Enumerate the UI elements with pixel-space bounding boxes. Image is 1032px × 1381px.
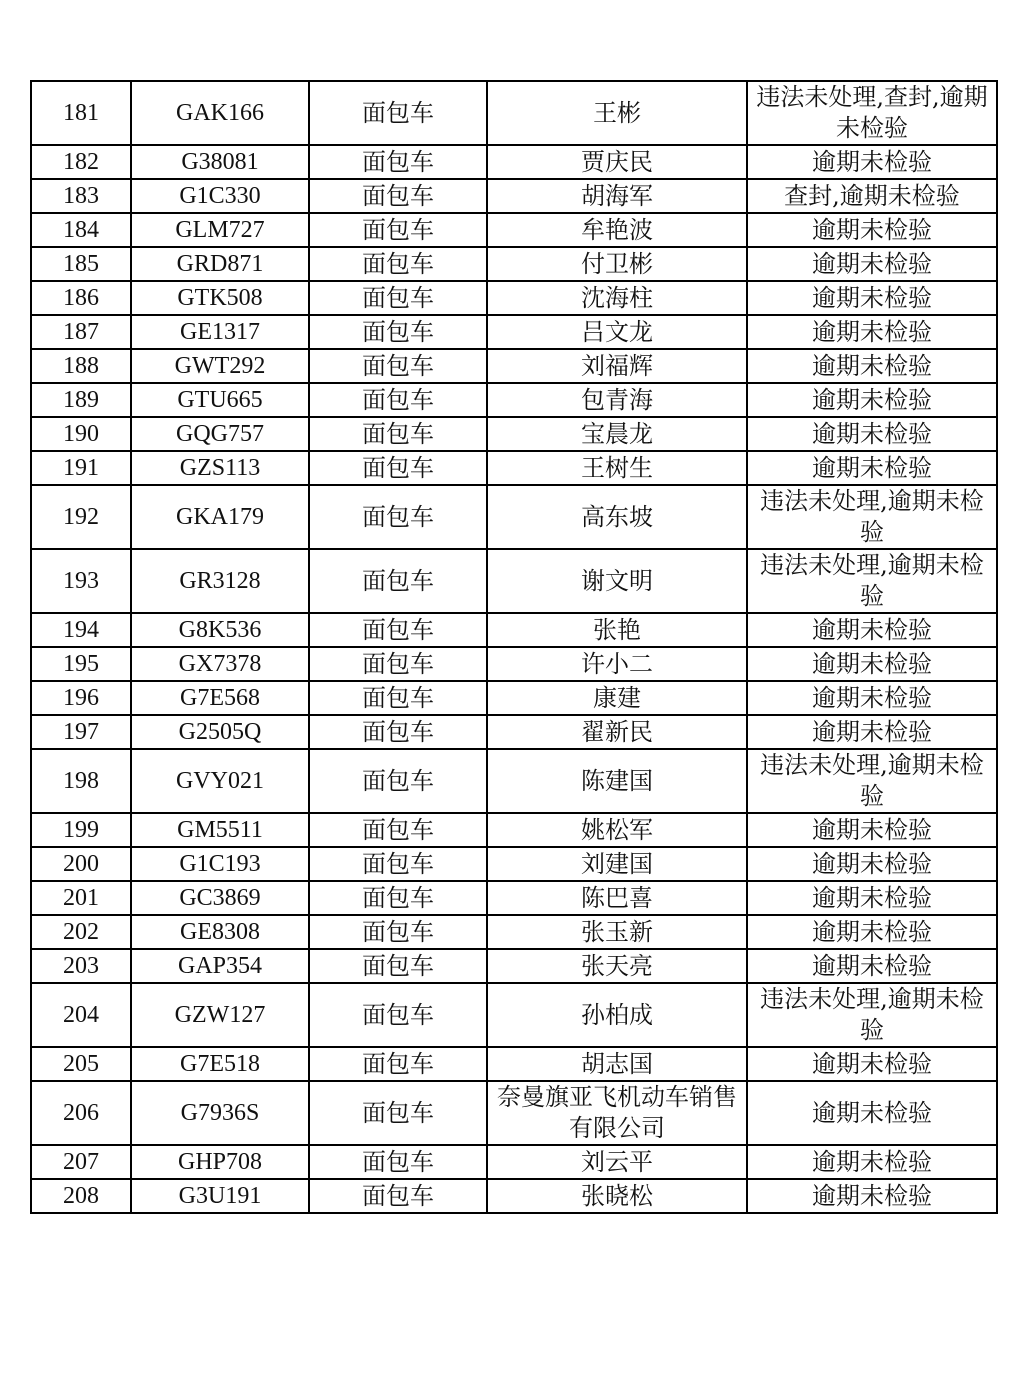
- owner-name: 翟新民: [487, 715, 747, 749]
- plate-number: GKA179: [131, 485, 309, 549]
- table-row: [31, 749, 997, 813]
- vehicle-status: 违法未处理,逾期未检验: [747, 983, 997, 1047]
- owner-name: 张晓松: [487, 1179, 747, 1213]
- plate-number: GE1317: [131, 315, 309, 349]
- row-number: 195: [31, 647, 131, 681]
- owner-name: 牟艳波: [487, 213, 747, 247]
- table-row: [31, 847, 997, 881]
- row-number: 191: [31, 451, 131, 485]
- row-number: 197: [31, 715, 131, 749]
- table-row: [31, 213, 997, 247]
- row-number: 206: [31, 1081, 131, 1145]
- plate-number: GX7378: [131, 647, 309, 681]
- row-number: 189: [31, 383, 131, 417]
- vehicle-type: 面包车: [309, 315, 487, 349]
- table-row: [31, 681, 997, 715]
- plate-number: GZW127: [131, 983, 309, 1047]
- vehicle-type: 面包车: [309, 813, 487, 847]
- vehicle-status: 逾期未检验: [747, 613, 997, 647]
- row-number: 190: [31, 417, 131, 451]
- vehicle-type: 面包车: [309, 81, 487, 145]
- vehicle-status: 逾期未检验: [747, 847, 997, 881]
- plate-number: GAP354: [131, 949, 309, 983]
- owner-name: 吕文龙: [487, 315, 747, 349]
- vehicle-status: 查封,逾期未检验: [747, 179, 997, 213]
- row-number: 207: [31, 1145, 131, 1179]
- row-number: 201: [31, 881, 131, 915]
- vehicle-status: 逾期未检验: [747, 417, 997, 451]
- vehicle-status: 违法未处理,逾期未检验: [747, 749, 997, 813]
- table-row: [31, 647, 997, 681]
- vehicle-status: 逾期未检验: [747, 949, 997, 983]
- owner-name: 谢文明: [487, 549, 747, 613]
- owner-name: 沈海柱: [487, 281, 747, 315]
- vehicle-type: 面包车: [309, 915, 487, 949]
- row-number: 193: [31, 549, 131, 613]
- owner-name: 张天亮: [487, 949, 747, 983]
- vehicle-status: 逾期未检验: [747, 1145, 997, 1179]
- plate-number: GC3869: [131, 881, 309, 915]
- vehicle-status: 逾期未检验: [747, 451, 997, 485]
- row-number: 194: [31, 613, 131, 647]
- vehicle-type: 面包车: [309, 1145, 487, 1179]
- owner-name: 刘建国: [487, 847, 747, 881]
- table-row: [31, 81, 997, 145]
- table-row: [31, 813, 997, 847]
- table-row: [31, 179, 997, 213]
- vehicle-status: 逾期未检验: [747, 1081, 997, 1145]
- vehicle-records-body: [31, 81, 997, 1213]
- plate-number: GQG757: [131, 417, 309, 451]
- vehicle-type: 面包车: [309, 949, 487, 983]
- vehicle-type: 面包车: [309, 383, 487, 417]
- table-row: [31, 383, 997, 417]
- row-number: 192: [31, 485, 131, 549]
- owner-name: 孙柏成: [487, 983, 747, 1047]
- table-row: [31, 349, 997, 383]
- row-number: 186: [31, 281, 131, 315]
- vehicle-status: 逾期未检验: [747, 1179, 997, 1213]
- plate-number: G38081: [131, 145, 309, 179]
- plate-number: GWT292: [131, 349, 309, 383]
- vehicle-type: 面包车: [309, 613, 487, 647]
- vehicle-status: 逾期未检验: [747, 715, 997, 749]
- table-row: [31, 1179, 997, 1213]
- vehicle-status: 逾期未检验: [747, 315, 997, 349]
- owner-name: 陈建国: [487, 749, 747, 813]
- vehicle-status: 逾期未检验: [747, 281, 997, 315]
- plate-number: GLM727: [131, 213, 309, 247]
- plate-number: GR3128: [131, 549, 309, 613]
- owner-name: 胡海军: [487, 179, 747, 213]
- plate-number: GVY021: [131, 749, 309, 813]
- vehicle-status: 逾期未检验: [747, 881, 997, 915]
- table-row: [31, 915, 997, 949]
- owner-name: 陈巴喜: [487, 881, 747, 915]
- vehicle-status: 逾期未检验: [747, 647, 997, 681]
- vehicle-type: 面包车: [309, 451, 487, 485]
- owner-name: 王彬: [487, 81, 747, 145]
- row-number: 184: [31, 213, 131, 247]
- plate-number: GHP708: [131, 1145, 309, 1179]
- vehicle-type: 面包车: [309, 749, 487, 813]
- plate-number: GE8308: [131, 915, 309, 949]
- owner-name: 宝晨龙: [487, 417, 747, 451]
- row-number: 200: [31, 847, 131, 881]
- vehicle-status: 逾期未检验: [747, 813, 997, 847]
- vehicle-status: 违法未处理,查封,逾期未检验: [747, 81, 997, 145]
- vehicle-records-sheet: [30, 80, 996, 1214]
- plate-number: GTU665: [131, 383, 309, 417]
- vehicle-type: 面包车: [309, 179, 487, 213]
- table-row: [31, 145, 997, 179]
- owner-name: 奈曼旗亚飞机动车销售有限公司: [487, 1081, 747, 1145]
- row-number: 202: [31, 915, 131, 949]
- vehicle-type: 面包车: [309, 715, 487, 749]
- vehicle-type: 面包车: [309, 281, 487, 315]
- vehicle-type: 面包车: [309, 549, 487, 613]
- vehicle-status: 逾期未检验: [747, 213, 997, 247]
- vehicle-status: 逾期未检验: [747, 145, 997, 179]
- owner-name: 高东坡: [487, 485, 747, 549]
- vehicle-status: 违法未处理,逾期未检验: [747, 549, 997, 613]
- vehicle-type: 面包车: [309, 681, 487, 715]
- table-row: [31, 281, 997, 315]
- table-row: [31, 549, 997, 613]
- vehicle-type: 面包车: [309, 983, 487, 1047]
- table-row: [31, 983, 997, 1047]
- row-number: 205: [31, 1047, 131, 1081]
- vehicle-type: 面包车: [309, 349, 487, 383]
- vehicle-status: 违法未处理,逾期未检验: [747, 485, 997, 549]
- owner-name: 康建: [487, 681, 747, 715]
- row-number: 196: [31, 681, 131, 715]
- plate-number: G7936S: [131, 1081, 309, 1145]
- vehicle-type: 面包车: [309, 213, 487, 247]
- owner-name: 姚松军: [487, 813, 747, 847]
- owner-name: 张玉新: [487, 915, 747, 949]
- vehicle-status: 逾期未检验: [747, 349, 997, 383]
- plate-number: G3U191: [131, 1179, 309, 1213]
- table-row: [31, 1047, 997, 1081]
- plate-number: G8K536: [131, 613, 309, 647]
- owner-name: 包青海: [487, 383, 747, 417]
- vehicle-status: 逾期未检验: [747, 915, 997, 949]
- vehicle-type: 面包车: [309, 1081, 487, 1145]
- vehicle-type: 面包车: [309, 145, 487, 179]
- row-number: 198: [31, 749, 131, 813]
- table-row: [31, 949, 997, 983]
- owner-name: 刘福辉: [487, 349, 747, 383]
- row-number: 204: [31, 983, 131, 1047]
- plate-number: GAK166: [131, 81, 309, 145]
- row-number: 199: [31, 813, 131, 847]
- row-number: 182: [31, 145, 131, 179]
- plate-number: G2505Q: [131, 715, 309, 749]
- vehicle-status: 逾期未检验: [747, 1047, 997, 1081]
- owner-name: 刘云平: [487, 1145, 747, 1179]
- plate-number: GTK508: [131, 281, 309, 315]
- table-row: [31, 881, 997, 915]
- plate-number: G7E568: [131, 681, 309, 715]
- vehicle-type: 面包车: [309, 847, 487, 881]
- plate-number: G7E518: [131, 1047, 309, 1081]
- table-row: [31, 715, 997, 749]
- plate-number: GM5511: [131, 813, 309, 847]
- row-number: 181: [31, 81, 131, 145]
- table-row: [31, 315, 997, 349]
- table-row: [31, 485, 997, 549]
- table-row: [31, 247, 997, 281]
- owner-name: 王树生: [487, 451, 747, 485]
- row-number: 203: [31, 949, 131, 983]
- table-row: [31, 1145, 997, 1179]
- table-row: [31, 1081, 997, 1145]
- vehicle-records-table: [30, 80, 998, 1214]
- plate-number: G1C330: [131, 179, 309, 213]
- owner-name: 张艳: [487, 613, 747, 647]
- owner-name: 许小二: [487, 647, 747, 681]
- plate-number: G1C193: [131, 847, 309, 881]
- vehicle-status: 逾期未检验: [747, 247, 997, 281]
- owner-name: 胡志国: [487, 1047, 747, 1081]
- row-number: 188: [31, 349, 131, 383]
- vehicle-type: 面包车: [309, 647, 487, 681]
- vehicle-status: 逾期未检验: [747, 681, 997, 715]
- table-row: [31, 451, 997, 485]
- table-row: [31, 613, 997, 647]
- owner-name: 贾庆民: [487, 145, 747, 179]
- vehicle-type: 面包车: [309, 247, 487, 281]
- table-row: [31, 417, 997, 451]
- vehicle-type: 面包车: [309, 1047, 487, 1081]
- vehicle-type: 面包车: [309, 881, 487, 915]
- vehicle-type: 面包车: [309, 1179, 487, 1213]
- plate-number: GZS113: [131, 451, 309, 485]
- row-number: 208: [31, 1179, 131, 1213]
- owner-name: 付卫彬: [487, 247, 747, 281]
- row-number: 187: [31, 315, 131, 349]
- vehicle-type: 面包车: [309, 417, 487, 451]
- row-number: 185: [31, 247, 131, 281]
- vehicle-status: 逾期未检验: [747, 383, 997, 417]
- vehicle-type: 面包车: [309, 485, 487, 549]
- row-number: 183: [31, 179, 131, 213]
- plate-number: GRD871: [131, 247, 309, 281]
